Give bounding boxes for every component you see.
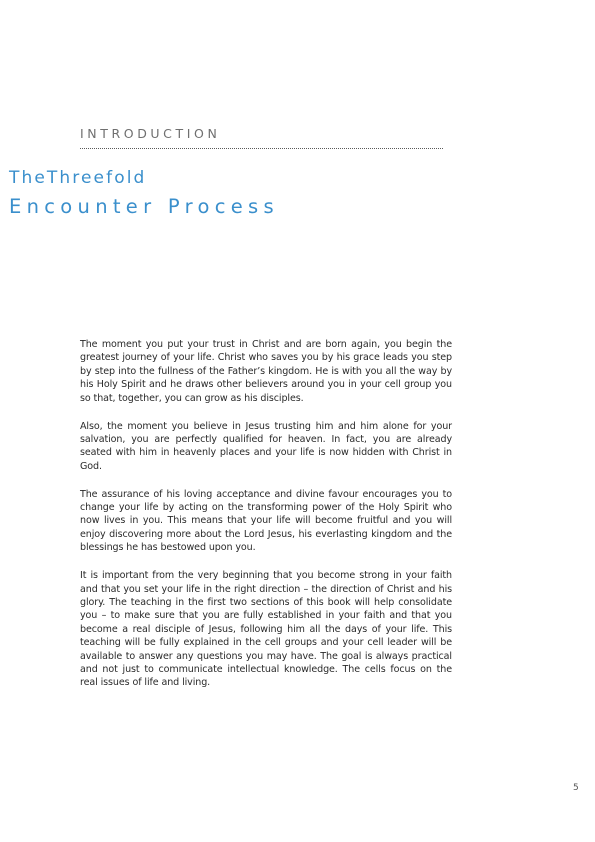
chapter-title-line-1: TheThreefold	[9, 168, 147, 188]
dotted-divider	[80, 148, 443, 149]
chapter-title-line-2: Encounter Process	[9, 195, 279, 218]
page-number: 5	[573, 783, 579, 793]
body-text	[80, 338, 452, 704]
section-label: INTRODUCTION	[80, 126, 221, 141]
paragraph: Also, the moment you believe in Jesus trusting him and him alone for your salvation, you are perfectly qualified for heaven. In fact, you are already seated with him in heavenly places and your life is now hidden with Christ in God.	[80, 420, 452, 472]
paragraph: The moment you put your trust in Christ and are born again, you begin the greatest journey of your life. Christ who saves you by his grace leads you step by step into the fullness of the Father’s kingdom. He is with you all the way by his Holy Spirit and he draws other believers around you in your cell group you so that, together, you can grow as his disciples.	[80, 339, 452, 404]
paragraph: It is important from the very beginning that you become strong in your faith and that you set your life in the right direction – the direction of Christ and his glory. The teaching in the first two sections of this book will help consolidate you – to make sure that you are fully established in your faith and that you become a real disciple of Jesus, following him all the days of your life. This teaching will be fully explained in the cell groups and your cell leader will be available to answer any questions you may have. The goal is always practical and not just to communicate intellectual knowledge. The cells focus on the real issues of life and living.	[80, 570, 452, 689]
paragraph: The assurance of his loving acceptance and divine favour encourages you to change your life by acting on the transforming power of the Holy Spirit who now lives in you. This means that your life will become fruitful and you will enjoy discovering more about the Lord Jesus, his everlasting kingdom and the blessings he has bestowed upon you.	[80, 488, 452, 554]
